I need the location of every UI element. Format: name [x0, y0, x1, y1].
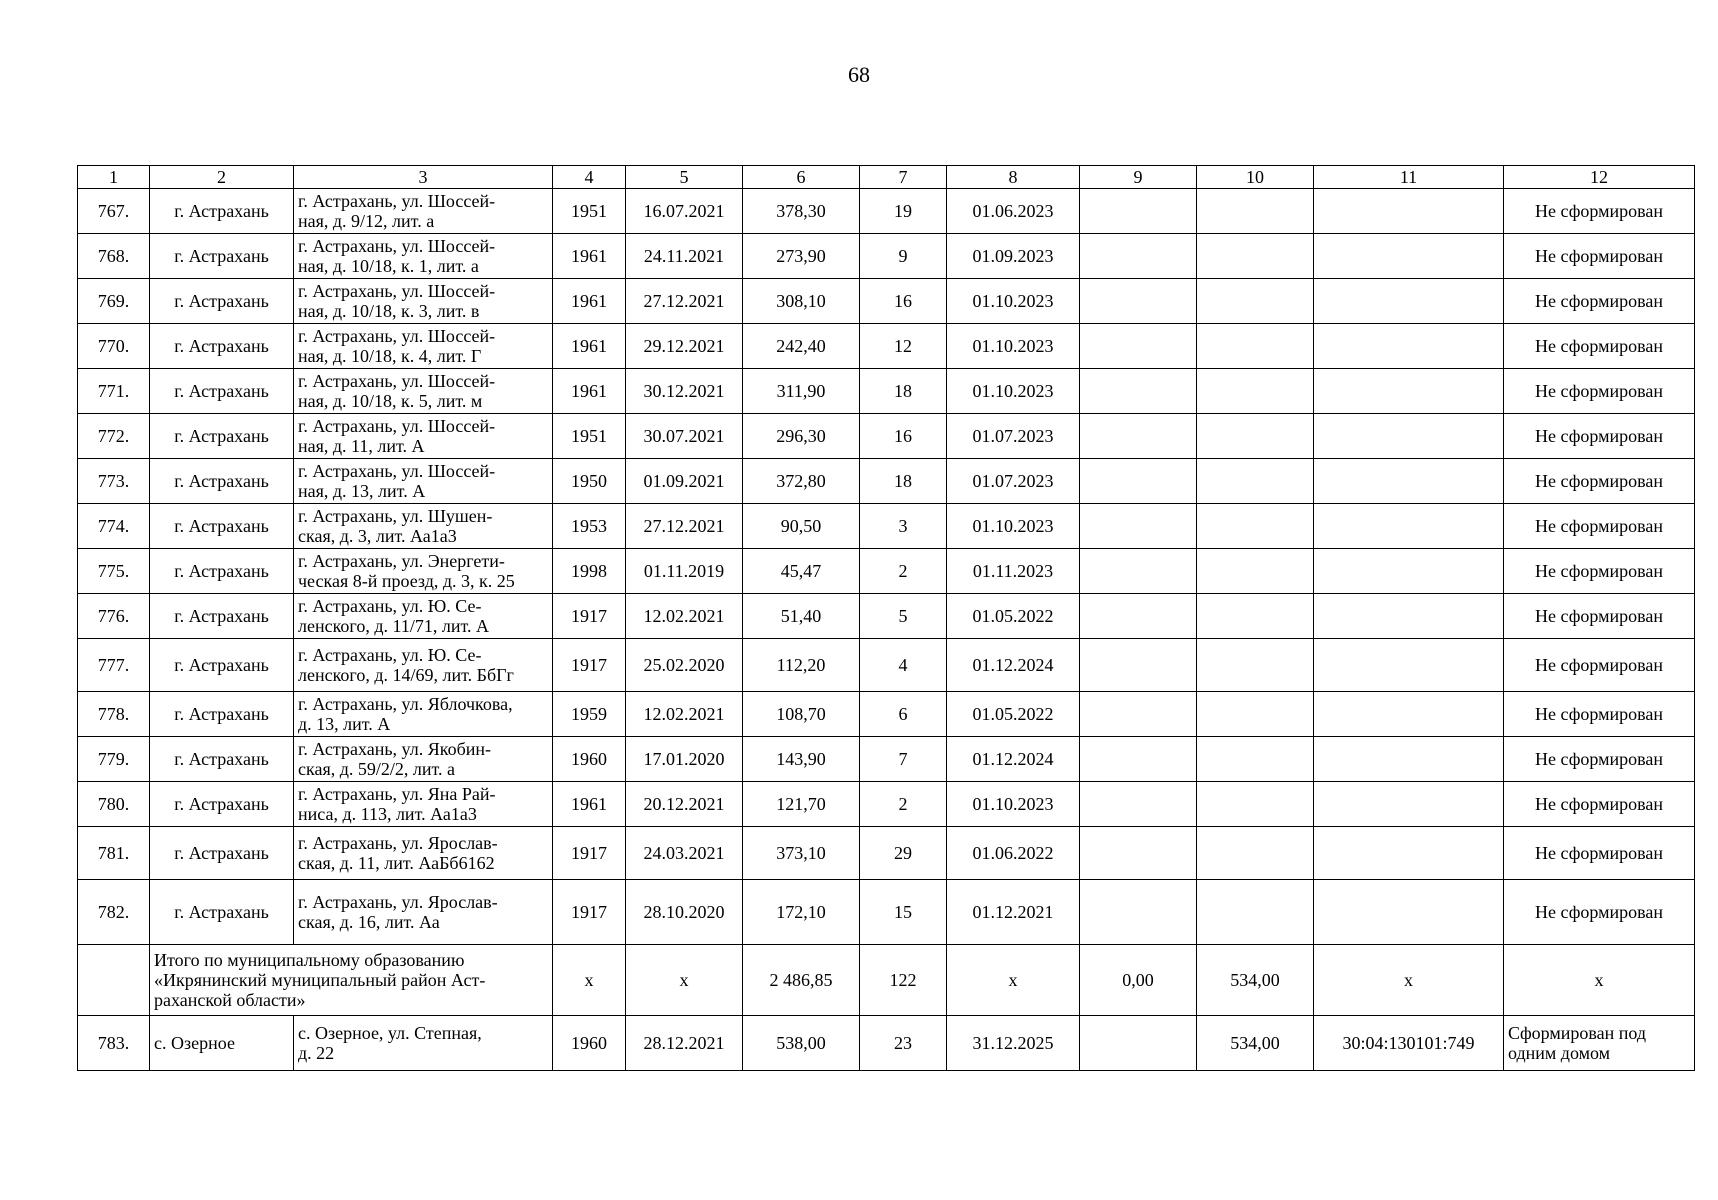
column-header: 9: [1080, 166, 1197, 189]
address-line: ская, д. 59/2/2, лит. а: [298, 759, 456, 779]
residents-cell: 2: [860, 782, 947, 827]
status-cell: Не сформирован: [1504, 504, 1695, 549]
table-row: [78, 324, 1695, 369]
total-label: [150, 945, 553, 1016]
address-line: ская, д. 16, лит. Аа: [298, 912, 440, 932]
address-line: г. Астрахань, ул. Шушен-: [298, 506, 493, 526]
total-c10-cell: 534,00: [1197, 945, 1314, 1016]
col11-cell: [1314, 827, 1504, 880]
settlement-cell: г. Астрахань: [150, 459, 294, 504]
table-row: [78, 414, 1695, 459]
settlement-cell: г. Астрахань: [150, 737, 294, 782]
address-line: г. Астрахань, ул. Энергети-: [298, 551, 505, 571]
status-cell: Не сформирован: [1504, 782, 1695, 827]
address-line: г. Астрахань, ул. Шоссей-: [298, 461, 496, 481]
status-cell: [1504, 1016, 1695, 1071]
address-cell: [294, 1016, 553, 1071]
area-cell: 51,40: [743, 594, 860, 639]
col10-cell: [1197, 782, 1314, 827]
col10-cell: [1197, 737, 1314, 782]
table-row: [78, 737, 1695, 782]
settlement-cell: г. Астрахань: [150, 504, 294, 549]
col10-cell: 534,00: [1197, 1016, 1314, 1071]
col9-cell: [1080, 692, 1197, 737]
residents-cell: 5: [860, 594, 947, 639]
status-cell: Не сформирован: [1504, 459, 1695, 504]
address-line: г. Астрахань, ул. Яблочкова,: [298, 694, 513, 714]
col10-cell: [1197, 459, 1314, 504]
status-cell: Не сформирован: [1504, 324, 1695, 369]
col10-cell: [1197, 369, 1314, 414]
date-cell: 30.07.2021: [626, 414, 743, 459]
deadline-cell: 01.10.2023: [947, 504, 1080, 549]
col10-cell: [1197, 234, 1314, 279]
status-line: Сформирован под: [1508, 1023, 1647, 1043]
year-cell: 1961: [553, 324, 626, 369]
col10-cell: [1197, 594, 1314, 639]
residents-cell: 19: [860, 189, 947, 234]
row-number: 773.: [78, 459, 150, 504]
address-line: ленского, д. 11/71, лит. А: [298, 616, 489, 636]
year-cell: 1917: [553, 827, 626, 880]
row-number: [78, 945, 150, 1016]
settlement-cell: г. Астрахань: [150, 549, 294, 594]
date-cell: 17.01.2020: [626, 737, 743, 782]
date-cell: 27.12.2021: [626, 279, 743, 324]
date-cell: 27.12.2021: [626, 504, 743, 549]
address-line: г. Астрахань, ул. Ярослав-: [298, 833, 498, 853]
table-row: [78, 827, 1695, 880]
col9-cell: [1080, 189, 1197, 234]
area-cell: 372,80: [743, 459, 860, 504]
address-cell: [294, 414, 553, 459]
residents-cell: 16: [860, 414, 947, 459]
row-number: 767.: [78, 189, 150, 234]
address-line: г. Астрахань, ул. Ю. Се-: [298, 645, 482, 665]
total-label-line: «Икрянинский муниципальный район Аст-: [154, 970, 486, 990]
col10-cell: [1197, 827, 1314, 880]
year-cell: 1998: [553, 549, 626, 594]
table-row: [78, 782, 1695, 827]
col11-cell: [1314, 782, 1504, 827]
area-cell: 121,70: [743, 782, 860, 827]
settlement-cell: г. Астрахань: [150, 880, 294, 945]
total-c9-cell: 0,00: [1080, 945, 1197, 1016]
table-row: [78, 880, 1695, 945]
date-cell: 29.12.2021: [626, 324, 743, 369]
year-cell: 1961: [553, 234, 626, 279]
deadline-cell: 01.07.2023: [947, 459, 1080, 504]
table-row: [78, 594, 1695, 639]
column-header: 5: [626, 166, 743, 189]
status-line: одним домом: [1508, 1043, 1611, 1063]
row-number: 775.: [78, 549, 150, 594]
row-number: 770.: [78, 324, 150, 369]
address-line: г. Астрахань, ул. Ю. Се-: [298, 596, 482, 616]
residents-cell: 2: [860, 549, 947, 594]
row-number: 783.: [78, 1016, 150, 1071]
address-cell: [294, 369, 553, 414]
deadline-cell: 01.09.2023: [947, 234, 1080, 279]
table-row: [78, 234, 1695, 279]
col9-cell: [1080, 639, 1197, 692]
col9-cell: [1080, 324, 1197, 369]
settlement-cell: г. Астрахань: [150, 234, 294, 279]
table-row: [78, 639, 1695, 692]
address-line: ная, д. 10/18, к. 3, лит. в: [298, 301, 480, 321]
deadline-cell: 31.12.2025: [947, 1016, 1080, 1071]
residents-cell: 7: [860, 737, 947, 782]
status-cell: Не сформирован: [1504, 549, 1695, 594]
address-line: д. 22: [298, 1043, 335, 1063]
settlement-cell: г. Астрахань: [150, 639, 294, 692]
deadline-cell: 01.06.2022: [947, 827, 1080, 880]
row-number: 774.: [78, 504, 150, 549]
column-header: 11: [1314, 166, 1504, 189]
deadline-cell: 01.12.2024: [947, 737, 1080, 782]
column-header: 1: [78, 166, 150, 189]
address-line: ленского, д. 14/69, лит. БбГг: [298, 665, 514, 685]
table-row: [78, 189, 1695, 234]
total-label-line: раханской области»: [154, 990, 306, 1010]
area-cell: 308,10: [743, 279, 860, 324]
col10-cell: [1197, 692, 1314, 737]
row-number: 769.: [78, 279, 150, 324]
col9-cell: [1080, 459, 1197, 504]
year-cell: 1959: [553, 692, 626, 737]
col9-cell: [1080, 594, 1197, 639]
area-cell: 143,90: [743, 737, 860, 782]
status-cell: Не сформирован: [1504, 594, 1695, 639]
total-c7-cell: 122: [860, 945, 947, 1016]
date-cell: 24.03.2021: [626, 827, 743, 880]
col11-cell: [1314, 369, 1504, 414]
total-label-line: Итого по муниципальному образованию: [154, 950, 465, 970]
address-line: ная, д. 13, лит. А: [298, 481, 426, 501]
col9-cell: [1080, 369, 1197, 414]
status-cell: Не сформирован: [1504, 189, 1695, 234]
address-cell: [294, 782, 553, 827]
address-line: ная, д. 10/18, к. 4, лит. Г: [298, 346, 482, 366]
address-line: ная, д. 10/18, к. 5, лит. м: [298, 391, 483, 411]
row-number: 768.: [78, 234, 150, 279]
col9-cell: [1080, 782, 1197, 827]
date-cell: 30.12.2021: [626, 369, 743, 414]
address-cell: [294, 279, 553, 324]
year-cell: 1961: [553, 782, 626, 827]
col9-cell: [1080, 827, 1197, 880]
address-line: г. Астрахань, ул. Шоссей-: [298, 416, 496, 436]
year-cell: 1950: [553, 459, 626, 504]
deadline-cell: 01.12.2021: [947, 880, 1080, 945]
address-line: ная, д. 9/12, лит. а: [298, 211, 435, 231]
date-cell: 12.02.2021: [626, 692, 743, 737]
total-c6-cell: 2 486,85: [743, 945, 860, 1016]
date-cell: 01.11.2019: [626, 549, 743, 594]
status-cell: Не сформирован: [1504, 692, 1695, 737]
row-number: 781.: [78, 827, 150, 880]
residents-cell: 16: [860, 279, 947, 324]
page-number: 68: [848, 62, 870, 87]
deadline-cell: 01.10.2023: [947, 324, 1080, 369]
row-number: 771.: [78, 369, 150, 414]
status-cell: Не сформирован: [1504, 369, 1695, 414]
area-cell: 90,50: [743, 504, 860, 549]
table-row: [78, 279, 1695, 324]
col9-cell: [1080, 1016, 1197, 1071]
row-number: 772.: [78, 414, 150, 459]
area-cell: 273,90: [743, 234, 860, 279]
year-cell: 1953: [553, 504, 626, 549]
col10-cell: [1197, 549, 1314, 594]
deadline-cell: 01.11.2023: [947, 549, 1080, 594]
address-cell: [294, 827, 553, 880]
residents-cell: 18: [860, 459, 947, 504]
address-line: ская, д. 11, лит. АаБб6162: [298, 853, 495, 873]
status-cell: Не сформирован: [1504, 279, 1695, 324]
deadline-cell: 01.10.2023: [947, 369, 1080, 414]
area-cell: 112,20: [743, 639, 860, 692]
col11-cell: [1314, 880, 1504, 945]
settlement-cell: г. Астрахань: [150, 279, 294, 324]
row-number: 779.: [78, 737, 150, 782]
col9-cell: [1080, 880, 1197, 945]
table-body: [78, 189, 1695, 1071]
col9-cell: [1080, 549, 1197, 594]
area-cell: 378,30: [743, 189, 860, 234]
total-c5-cell: x: [626, 945, 743, 1016]
row-number: 782.: [78, 880, 150, 945]
address-line: г. Астрахань, ул. Шоссей-: [298, 236, 496, 256]
col10-cell: [1197, 279, 1314, 324]
status-cell: Не сформирован: [1504, 880, 1695, 945]
deadline-cell: 01.10.2023: [947, 782, 1080, 827]
area-cell: 45,47: [743, 549, 860, 594]
total-row: [78, 945, 1695, 1016]
col10-cell: [1197, 324, 1314, 369]
status-cell: Не сформирован: [1504, 234, 1695, 279]
year-cell: 1917: [553, 880, 626, 945]
residents-cell: 29: [860, 827, 947, 880]
address-cell: [294, 504, 553, 549]
table-row: [78, 369, 1695, 414]
col9-cell: [1080, 414, 1197, 459]
address-cell: [294, 549, 553, 594]
address-line: ниса, д. 113, лит. Аа1а3: [298, 804, 477, 824]
col9-cell: [1080, 737, 1197, 782]
address-line: ская, д. 3, лит. Аа1а3: [298, 526, 457, 546]
settlement-cell: г. Астрахань: [150, 692, 294, 737]
year-cell: 1961: [553, 369, 626, 414]
col11-cell: [1314, 692, 1504, 737]
total-c4-cell: x: [553, 945, 626, 1016]
row-number: 780.: [78, 782, 150, 827]
address-line: г. Астрахань, ул. Якобин-: [298, 739, 492, 759]
column-header: 6: [743, 166, 860, 189]
col11-cell: [1314, 594, 1504, 639]
residents-cell: 15: [860, 880, 947, 945]
year-cell: 1951: [553, 414, 626, 459]
date-cell: 28.10.2020: [626, 880, 743, 945]
col11-cell: [1314, 459, 1504, 504]
row-number: 777.: [78, 639, 150, 692]
area-cell: 538,00: [743, 1016, 860, 1071]
settlement-cell: г. Астрахань: [150, 189, 294, 234]
deadline-cell: 01.05.2022: [947, 692, 1080, 737]
settlement-cell: г. Астрахань: [150, 324, 294, 369]
address-cell: [294, 737, 553, 782]
residents-cell: 6: [860, 692, 947, 737]
col10-cell: [1197, 504, 1314, 549]
address-line: ная, д. 11, лит. А: [298, 436, 425, 456]
address-line: г. Астрахань, ул. Шоссей-: [298, 371, 496, 391]
table-row: [78, 692, 1695, 737]
address-line: г. Астрахань, ул. Шоссей-: [298, 191, 496, 211]
column-header: 2: [150, 166, 294, 189]
settlement-cell: г. Астрахань: [150, 414, 294, 459]
status-cell: Не сформирован: [1504, 639, 1695, 692]
address-cell: [294, 459, 553, 504]
col11-cell: [1314, 324, 1504, 369]
address-line: ная, д. 10/18, к. 1, лит. а: [298, 256, 479, 276]
status-cell: Не сформирован: [1504, 737, 1695, 782]
address-line: г. Астрахань, ул. Шоссей-: [298, 281, 496, 301]
address-cell: [294, 639, 553, 692]
address-cell: [294, 880, 553, 945]
col9-cell: [1080, 504, 1197, 549]
date-cell: 16.07.2021: [626, 189, 743, 234]
column-header: 12: [1504, 166, 1695, 189]
area-cell: 373,10: [743, 827, 860, 880]
row-number: 778.: [78, 692, 150, 737]
total-c11-cell: x: [1314, 945, 1504, 1016]
address-cell: [294, 692, 553, 737]
deadline-cell: 01.06.2023: [947, 189, 1080, 234]
year-cell: 1960: [553, 737, 626, 782]
register-table: [77, 165, 1695, 1071]
area-cell: 172,10: [743, 880, 860, 945]
table-row: [78, 549, 1695, 594]
column-header: 8: [947, 166, 1080, 189]
address-cell: [294, 324, 553, 369]
residents-cell: 3: [860, 504, 947, 549]
status-cell: Не сформирован: [1504, 827, 1695, 880]
address-cell: [294, 234, 553, 279]
col11-cell: [1314, 189, 1504, 234]
address-line: д. 13, лит. А: [298, 714, 391, 734]
col11-cell: [1314, 279, 1504, 324]
deadline-cell: 01.07.2023: [947, 414, 1080, 459]
residents-cell: 9: [860, 234, 947, 279]
date-cell: 28.12.2021: [626, 1016, 743, 1071]
table-row: [78, 459, 1695, 504]
col10-cell: [1197, 880, 1314, 945]
area-cell: 242,40: [743, 324, 860, 369]
col9-cell: [1080, 234, 1197, 279]
status-cell: Не сформирован: [1504, 414, 1695, 459]
address-line: с. Озерное, ул. Степная,: [298, 1023, 482, 1043]
settlement-cell: г. Астрахань: [150, 782, 294, 827]
table-row: [78, 1016, 1695, 1071]
column-header: 3: [294, 166, 553, 189]
col11-cell: [1314, 549, 1504, 594]
year-cell: 1917: [553, 639, 626, 692]
address-line: г. Астрахань, ул. Ярослав-: [298, 892, 498, 912]
col11-cell: [1314, 414, 1504, 459]
settlement-cell: г. Астрахань: [150, 594, 294, 639]
year-cell: 1951: [553, 189, 626, 234]
col11-cell: [1314, 234, 1504, 279]
total-c12-cell: x: [1504, 945, 1695, 1016]
date-cell: 25.02.2020: [626, 639, 743, 692]
col10-cell: [1197, 414, 1314, 459]
residents-cell: 18: [860, 369, 947, 414]
settlement-cell: с. Озерное: [150, 1016, 294, 1071]
column-header: 10: [1197, 166, 1314, 189]
address-line: г. Астрахань, ул. Шоссей-: [298, 326, 496, 346]
total-c8-cell: x: [947, 945, 1080, 1016]
year-cell: 1917: [553, 594, 626, 639]
column-header: 4: [553, 166, 626, 189]
address-cell: [294, 594, 553, 639]
deadline-cell: 01.10.2023: [947, 279, 1080, 324]
settlement-cell: г. Астрахань: [150, 369, 294, 414]
date-cell: 12.02.2021: [626, 594, 743, 639]
deadline-cell: 01.12.2024: [947, 639, 1080, 692]
col11-cell: [1314, 737, 1504, 782]
col11-cell: [1314, 639, 1504, 692]
col9-cell: [1080, 279, 1197, 324]
header-row: [78, 166, 1695, 189]
row-number: 776.: [78, 594, 150, 639]
date-cell: 20.12.2021: [626, 782, 743, 827]
area-cell: 311,90: [743, 369, 860, 414]
col10-cell: [1197, 639, 1314, 692]
area-cell: 108,70: [743, 692, 860, 737]
col11-cell: [1314, 504, 1504, 549]
column-header: 7: [860, 166, 947, 189]
date-cell: 01.09.2021: [626, 459, 743, 504]
year-cell: 1960: [553, 1016, 626, 1071]
year-cell: 1961: [553, 279, 626, 324]
address-line: ческая 8-й проезд, д. 3, к. 25: [298, 571, 515, 591]
address-cell: [294, 189, 553, 234]
col10-cell: [1197, 189, 1314, 234]
residents-cell: 23: [860, 1016, 947, 1071]
settlement-cell: г. Астрахань: [150, 827, 294, 880]
area-cell: 296,30: [743, 414, 860, 459]
cadastral-number-cell: 30:04:130101:749: [1314, 1016, 1504, 1071]
table-row: [78, 504, 1695, 549]
residents-cell: 12: [860, 324, 947, 369]
residents-cell: 4: [860, 639, 947, 692]
date-cell: 24.11.2021: [626, 234, 743, 279]
deadline-cell: 01.05.2022: [947, 594, 1080, 639]
address-line: г. Астрахань, ул. Яна Рай-: [298, 784, 496, 804]
